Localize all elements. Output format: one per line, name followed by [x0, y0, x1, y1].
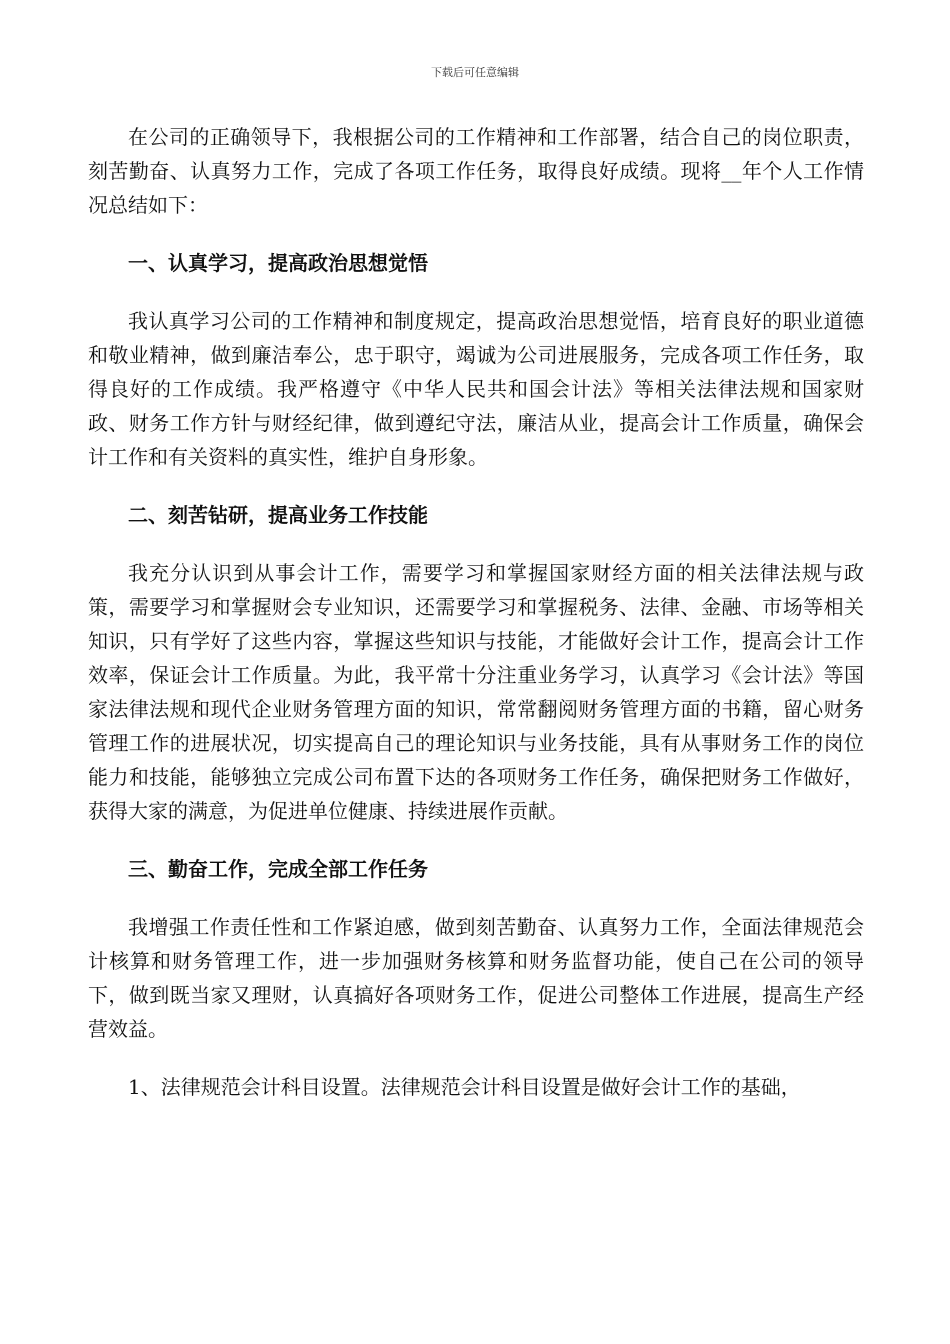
section-heading-1: 一、认真学习，提高政治思想觉悟	[128, 251, 428, 275]
section-heading-3: 三、勤奋工作，完成全部工作任务	[128, 857, 428, 881]
section-body-2: 我充分认识到从事会计工作，需要学习和掌握国家财经方面的相关法律法规与政策，需要学习和掌握财会专业知识，还需要学习和掌握税务、法律、金融、市场等相关知识，只有学好了这些内容，掌握这些知识与技能，才能做好会计工作，提高会计工作效率，保证会计工作质量。为此，我平常十分注重业务学习，认真学习《会计法》等国家法律法规和现代企业财务管理方面的知识，常常翻阅财务管理方面的书籍，留心财务管理工作的进展状况，切实提高自己的理论知识与业务技能，具有从事财务工作的岗位能力和技能，能够独立完成公司布置下达的各项财务工作任务，确保把财务工作做好，获得大家的满意，为促进单位健康、持续进展作贡献。	[88, 561, 864, 823]
document-body	[88, 120, 864, 1104]
intro-paragraph: 在公司的正确领导下，我根据公司的工作精神和工作部署，结合自己的岗位职责，刻苦勤奋、认真努力工作，完成了各项工作任务，取得良好成绩。现将__年个人工作情况总结如下：	[88, 125, 864, 217]
page-header: 下载后可任意编辑	[431, 66, 519, 79]
section-body-3: 我增强工作责任性和工作紧迫感，做到刻苦勤奋、认真努力工作，全面法律规范会计核算和财务管理工作，进一步加强财务核算和财务监督功能，使自己在公司的领导下，做到既当家又理财，认真搞好各项财务工作，促进公司整体工作进展，提高生产经营效益。	[88, 915, 864, 1041]
section-body-1: 我认真学习公司的工作精神和制度规定，提高政治思想觉悟，培育良好的职业道德和敬业精神，做到廉洁奉公，忠于职守，竭诚为公司进展服务，完成各项工作任务，取得良好的工作成绩。我严格遵守《中华人民共和国会计法》等相关法律法规和国家财政、财务工作方针与财经纪律，做到遵纪守法，廉洁从业，提高会计工作质量，确保会计工作和有关资料的真实性，维护自身形象。	[88, 309, 864, 469]
list-item-1: 1、法律规范会计科目设置。法律规范会计科目设置是做好会计工作的基础，	[128, 1075, 801, 1099]
section-heading-2: 二、刻苦钻研，提高业务工作技能	[128, 503, 428, 527]
